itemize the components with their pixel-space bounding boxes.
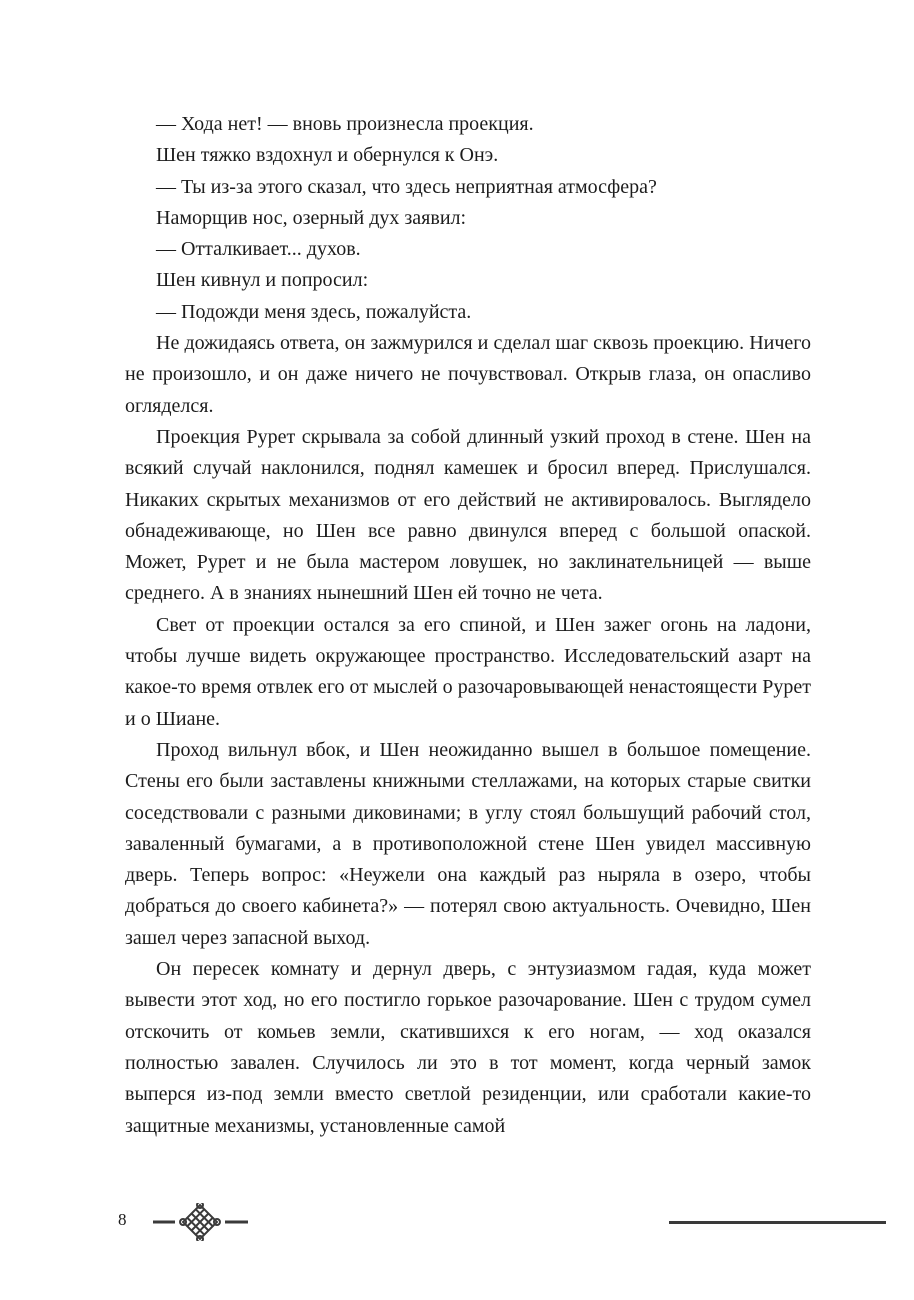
page-number: 8 [118,1210,127,1229]
paragraph: Проекция Рурет скрывала за собой длинный узкий проход в стене. Шен на всякий случай наклонился, поднял камешек и бросил вперед. Прислушался. Никаких скрытых механизмов от его действий не активировалось. Выглядело обнадеживающе, но Шен все равно двинулся вперед с большой опаской. Может, Рурет и не была мастером ловушек, но заклинательницей — выше среднего. А в знаниях нынешний Шен ей точно не чета. [125,425,811,605]
paragraph: Он пересек комнату и дернул дверь, с энтузиазмом гадая, куда может вывести этот ход, но его постигло горькое разочарование. Шен с трудом сумел отскочить от комьев земли, скатившихся к его ногам, — ход оказался полностью завален. Случилось ли это в тот момент, когда черный замок выперся из-под земли вместо светлой резиденции, или сработали какие-то защитные механизмы, установленные самой [125,958,811,1137]
paragraph: — Хода нет! — вновь произнесла проекция. [156,113,534,135]
paragraph: Шен тяжко вздохнул и обернулся к Онэ. [156,144,499,167]
paragraph: — Отталкивает... духов. [156,238,361,261]
endless-knot-icon [153,1203,248,1241]
paragraph: Наморщив нос, озерный дух заявил: [156,206,467,229]
page-footer [0,1200,914,1240]
paragraph: Проход вильнул вбок, и Шен неожиданно вышел в большое помещение. Стены его были заставлены книжными стеллажами, на которых старые свитки соседствовали с разными диковинами; в углу стоял большущий рабочий стол, заваленный бумагами, а в противоположной стене Шен увидел массивную дверь. Теперь вопрос: «Неужели она каждый раз ныряла в озеро, чтобы добраться до своего кабинета?» — потерял свою актуальность. Очевидно, Шен зашел через запасной выход. [125,738,811,949]
paragraph: Свет от проекции остался за его спиной, и Шен зажег огонь на ладони, чтобы лучше видеть окружающее пространство. Исследовательский азарт на какое-то время отвлек его от мыслей о разочаровывающей ненастоящести Рурет и о Шиане. [125,613,811,730]
paragraph: Не дожидаясь ответа, он зажмурился и сделал шаг сквозь проекцию. Ничего не произошло, и он даже ничего не почувствовал. Открыв глаза, он опасливо огляделся. [125,332,811,417]
paragraph: Шен кивнул и попросил: [156,269,369,292]
paragraph: — Ты из-за этого сказал, что здесь неприятная атмосфера? [156,175,657,198]
main-text [125,109,811,1142]
footer-rule [669,1221,886,1224]
paragraph: — Подожди меня здесь, пожалуйста. [156,300,472,323]
